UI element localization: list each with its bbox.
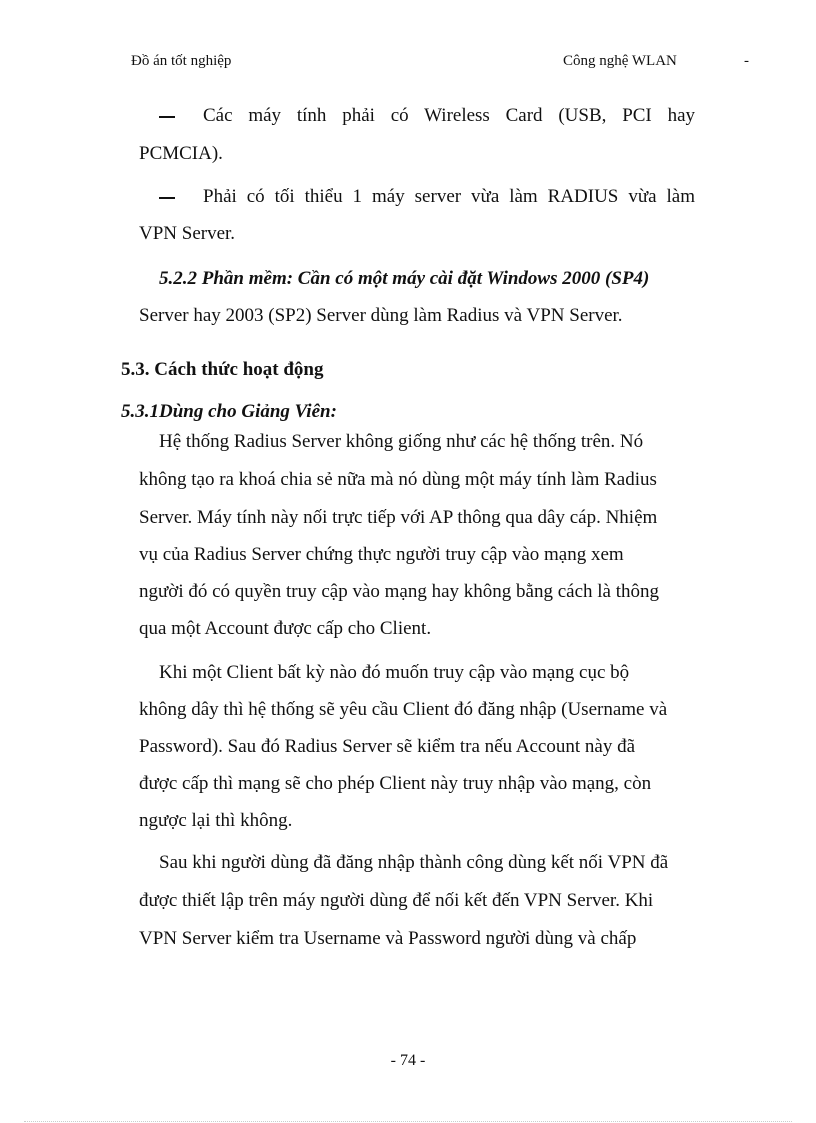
paragraph-line: qua một Account được cấp cho Client. [139,618,432,639]
software-continuation: Server hay 2003 (SP2) Server dùng làm Radius và VPN Server. [139,305,623,326]
software-heading: 5.2.2 Phần mềm: Cần có một máy cài đặt Windows 2000 (SP4) [159,268,650,289]
bullet-2-line-2: VPN Server. [139,223,236,244]
subsection-heading: 5.3.1Dùng cho Giảng Viên: [121,401,337,422]
dash-bullet-icon [139,104,203,128]
paragraph-line: được thiết lập trên máy người dùng để nối kết đến VPN Server. Khi [139,890,654,911]
bullet-2-line-1: Phải có tối thiểu 1 máy server vừa làm RADIUS vừa làm [139,185,695,209]
paragraph-line: Hệ thống Radius Server không giống như các hệ thống trên. Nó [159,431,644,452]
bullet-1-line-2: PCMCIA). [139,143,223,164]
dash-bullet-icon [139,185,203,209]
paragraph-line: người đó có quyền truy cập vào mạng hay không bằng cách là thông [139,581,660,602]
paragraph-line: không tạo ra khoá chia sẻ nữa mà nó dùng một máy tính làm Radius [139,469,657,490]
page-number: - 74 - [390,1052,426,1069]
paragraph-line: được cấp thì mạng sẽ cho phép Client này truy nhập vào mạng, còn [139,773,652,794]
header-dash: - [744,53,749,69]
header-topic: Công nghệ WLAN [563,53,677,69]
bullet-1-line-1: Các máy tính phải có Wireless Card (USB, PCI hay [139,104,695,128]
paragraph-line: vụ của Radius Server chứng thực người truy cập vào mạng xem [139,544,624,565]
paragraph-line: Password). Sau đó Radius Server sẽ kiểm tra nếu Account này đã [139,736,636,757]
section-heading: 5.3. Cách thức hoạt động [121,359,324,380]
paragraph-line: Sau khi người dùng đã đăng nhập thành công dùng kết nối VPN đã [159,852,669,873]
header-document-type: Đồ án tốt nghiệp [131,53,232,69]
paragraph-line: Khi một Client bất kỳ nào đó muốn truy cập vào mạng cục bộ [159,662,630,683]
paragraph-line: ngược lại thì không. [139,810,293,831]
paragraph-line: VPN Server kiểm tra Username và Password người dùng và chấp [139,928,637,949]
paragraph-line: không dây thì hệ thống sẽ yêu cầu Client đó đăng nhập (Username và [139,699,668,720]
paragraph-line: Server. Máy tính này nối trực tiếp với AP thông qua dây cáp. Nhiệm [139,507,658,528]
page-bottom-divider [24,1121,792,1122]
